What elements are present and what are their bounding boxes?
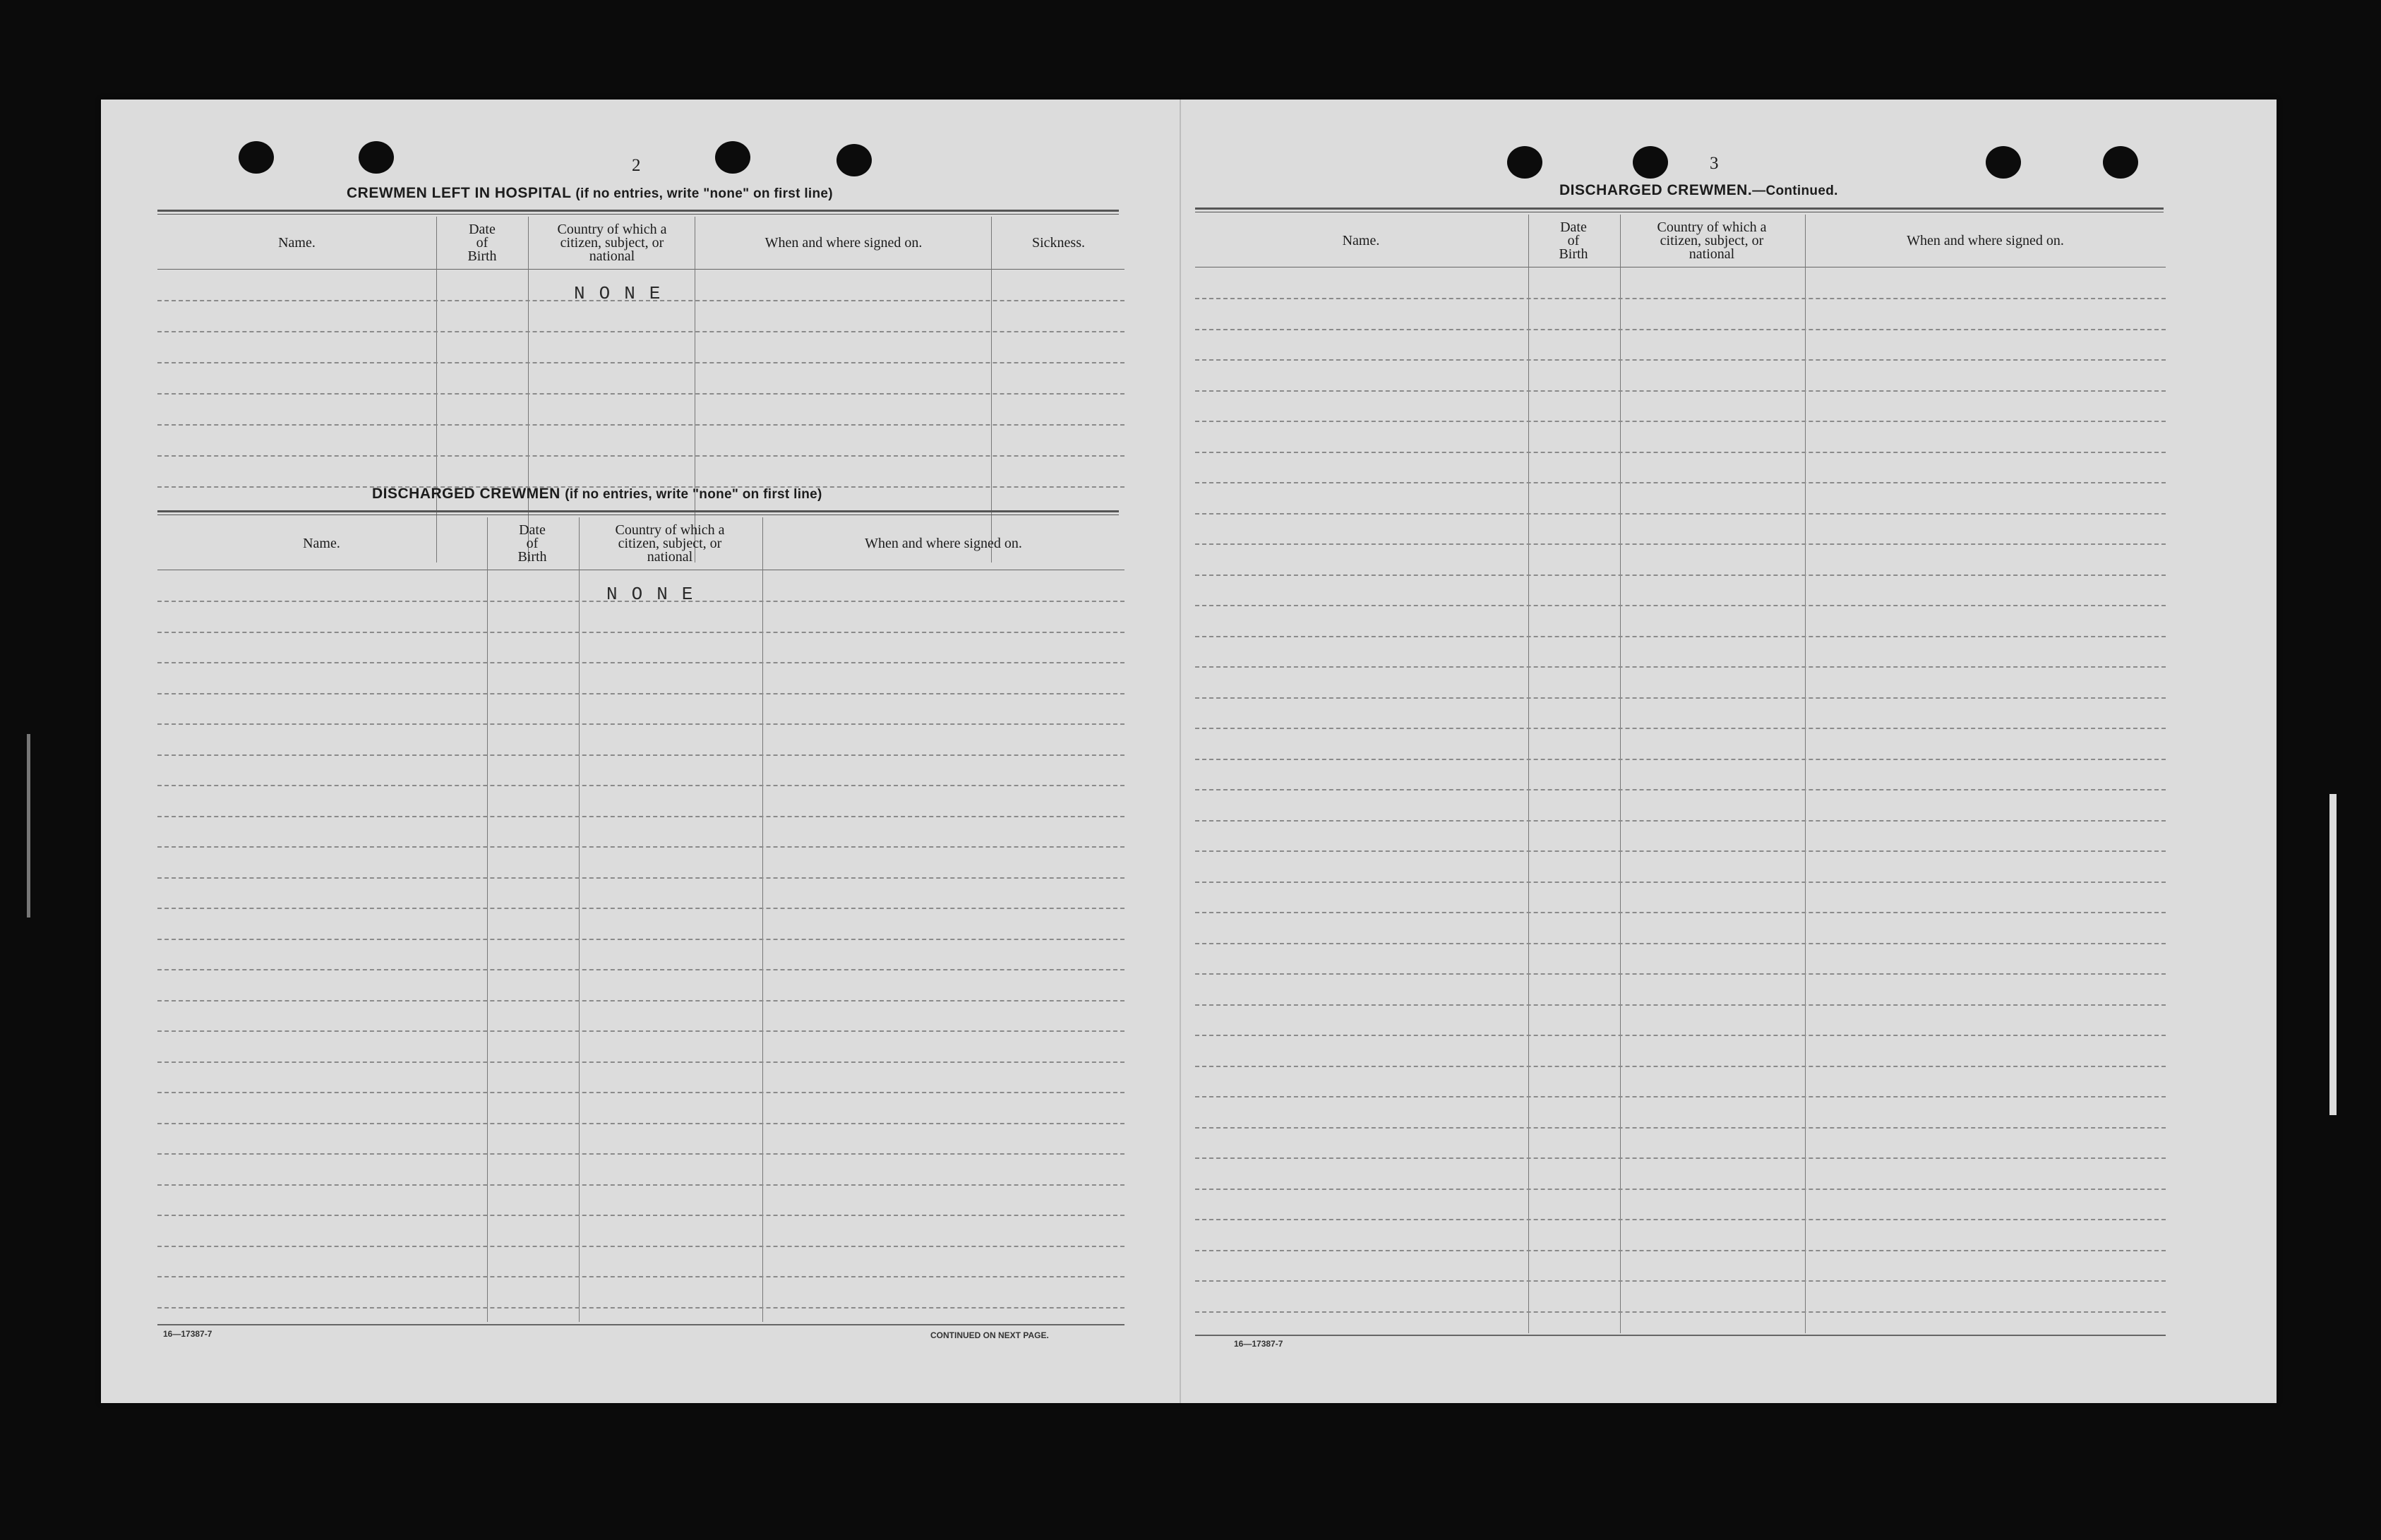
discharged-table (157, 517, 1124, 1322)
column-header-date-of-birth: Date of Birth (1559, 219, 1588, 262)
section-title-text: DISCHARGED CREWMEN. (1559, 182, 1753, 198)
continued-note: CONTINUED ON NEXT PAGE. (930, 1330, 1049, 1340)
ruled-line (157, 1307, 1124, 1309)
ruled-line (157, 1153, 1124, 1155)
column-header-date-of-birth: Date of Birth (467, 221, 497, 264)
ruled-line (1195, 513, 2166, 515)
header-rule (157, 269, 1124, 270)
page-number: 3 (1710, 154, 1719, 173)
punch-hole (836, 144, 872, 176)
ruled-line (157, 939, 1124, 940)
double-rule (157, 510, 1119, 515)
bottom-rule (157, 1324, 1124, 1325)
column-header-sickness: Sickness. (1032, 234, 1085, 251)
section-title-text: CREWMEN LEFT IN HOSPITAL (347, 185, 572, 201)
punch-hole (1633, 146, 1668, 179)
section-title-text: DISCHARGED CREWMEN (372, 486, 560, 502)
ruled-line (157, 455, 1124, 457)
punch-hole (1986, 146, 2021, 179)
column-header-date-of-birth: Date of Birth (517, 522, 547, 565)
left-page (101, 100, 1181, 1403)
ruled-line (157, 969, 1124, 970)
column-divider (1528, 215, 1529, 1333)
scan-edge-mark (27, 734, 30, 918)
ruled-line (157, 846, 1124, 848)
column-divider (1620, 215, 1621, 1333)
ruled-line (157, 632, 1124, 633)
entry-none: NONE (606, 584, 707, 605)
scan-edge-mark (2329, 794, 2337, 1115)
ruled-line (157, 662, 1124, 663)
ruled-line (1195, 605, 2166, 606)
ruled-line (157, 362, 1124, 363)
ruled-line (1195, 543, 2166, 545)
ruled-line (157, 1092, 1124, 1093)
section-subtitle: (if no entries, write "none" on first line) (565, 487, 822, 502)
ruled-line (157, 393, 1124, 395)
ruled-line (157, 1184, 1124, 1186)
ruled-line (157, 1000, 1124, 1001)
ruled-line (157, 601, 1124, 602)
ruled-line (1195, 1280, 2166, 1282)
ruled-line (157, 785, 1124, 786)
column-header-country: Country of which a citizen, subject, or national (1657, 219, 1767, 262)
ruled-line (1195, 1250, 2166, 1251)
ruled-line (1195, 1096, 2166, 1097)
column-header-name: Name. (278, 234, 316, 251)
column-divider (579, 517, 580, 1322)
column-header-country: Country of which a citizen, subject, or national (615, 522, 725, 565)
ruled-line (157, 1246, 1124, 1247)
discharged-continued-table (1195, 215, 2166, 1333)
ruled-line (1195, 1157, 2166, 1159)
ruled-line (1195, 759, 2166, 760)
ruled-line (1195, 850, 2166, 852)
ruled-line (157, 754, 1124, 756)
double-rule (1195, 207, 2164, 212)
ruled-line (157, 816, 1124, 817)
ruled-line (1195, 421, 2166, 422)
document-scan (101, 100, 2277, 1403)
ruled-line (157, 1215, 1124, 1216)
section-title-suffix: —Continued. (1752, 184, 1838, 198)
punch-hole (1507, 146, 1542, 179)
section-subtitle: (if no entries, write "none" on first line) (575, 186, 833, 201)
punch-hole (715, 141, 750, 174)
ruled-line (157, 1030, 1124, 1032)
section-title-hospital (347, 185, 833, 202)
ruled-line (1195, 1311, 2166, 1313)
ruled-line (1195, 1127, 2166, 1129)
ruled-line (157, 424, 1124, 426)
ruled-line (1195, 390, 2166, 392)
column-divider (762, 517, 763, 1322)
column-header-name: Name. (1342, 232, 1380, 248)
ruled-line (1195, 1035, 2166, 1036)
form-number: 16—17387-7 (163, 1329, 212, 1339)
ruled-line (1195, 789, 2166, 790)
bottom-rule (1195, 1335, 2166, 1336)
ruled-line (1195, 452, 2166, 453)
ruled-line (1195, 973, 2166, 975)
ruled-line (157, 908, 1124, 909)
ruled-line (157, 877, 1124, 879)
ruled-line (157, 1123, 1124, 1124)
ruled-line (1195, 329, 2166, 330)
section-title-discharged-continued (1559, 182, 1838, 199)
ruled-line (157, 1061, 1124, 1063)
column-header-signed-on: When and where signed on. (1907, 232, 2064, 248)
ruled-line (1195, 1004, 2166, 1006)
ruled-line (1195, 482, 2166, 483)
ruled-line (157, 300, 1124, 301)
ruled-line (1195, 882, 2166, 883)
ruled-line (1195, 912, 2166, 913)
ruled-line (1195, 666, 2166, 668)
column-header-country: Country of which a citizen, subject, or national (557, 221, 667, 264)
column-header-signed-on: When and where signed on. (865, 535, 1022, 551)
ruled-line (1195, 697, 2166, 699)
punch-hole (239, 141, 274, 174)
column-header-name: Name. (303, 535, 340, 551)
ruled-line (157, 693, 1124, 694)
ruled-line (1195, 1066, 2166, 1067)
column-divider (487, 517, 488, 1322)
column-header-signed-on: When and where signed on. (764, 234, 923, 251)
entry-none: NONE (574, 283, 675, 304)
page-number: 2 (632, 156, 641, 175)
punch-hole (2103, 146, 2138, 179)
ruled-line (1195, 298, 2166, 299)
form-number: 16—17387-7 (1234, 1339, 1283, 1349)
ruled-line (1195, 359, 2166, 361)
ruled-line (1195, 820, 2166, 822)
section-title-discharged (372, 486, 822, 503)
ruled-line (1195, 636, 2166, 637)
ruled-line (1195, 728, 2166, 729)
column-divider (1805, 215, 1806, 1333)
ruled-line (157, 723, 1124, 725)
ruled-line (157, 331, 1124, 332)
ruled-line (1195, 1219, 2166, 1220)
right-page (1181, 100, 2277, 1403)
ruled-line (1195, 575, 2166, 576)
ruled-line (1195, 1189, 2166, 1190)
double-rule (157, 210, 1119, 215)
punch-hole (359, 141, 394, 174)
ruled-line (157, 1276, 1124, 1277)
ruled-line (1195, 943, 2166, 944)
